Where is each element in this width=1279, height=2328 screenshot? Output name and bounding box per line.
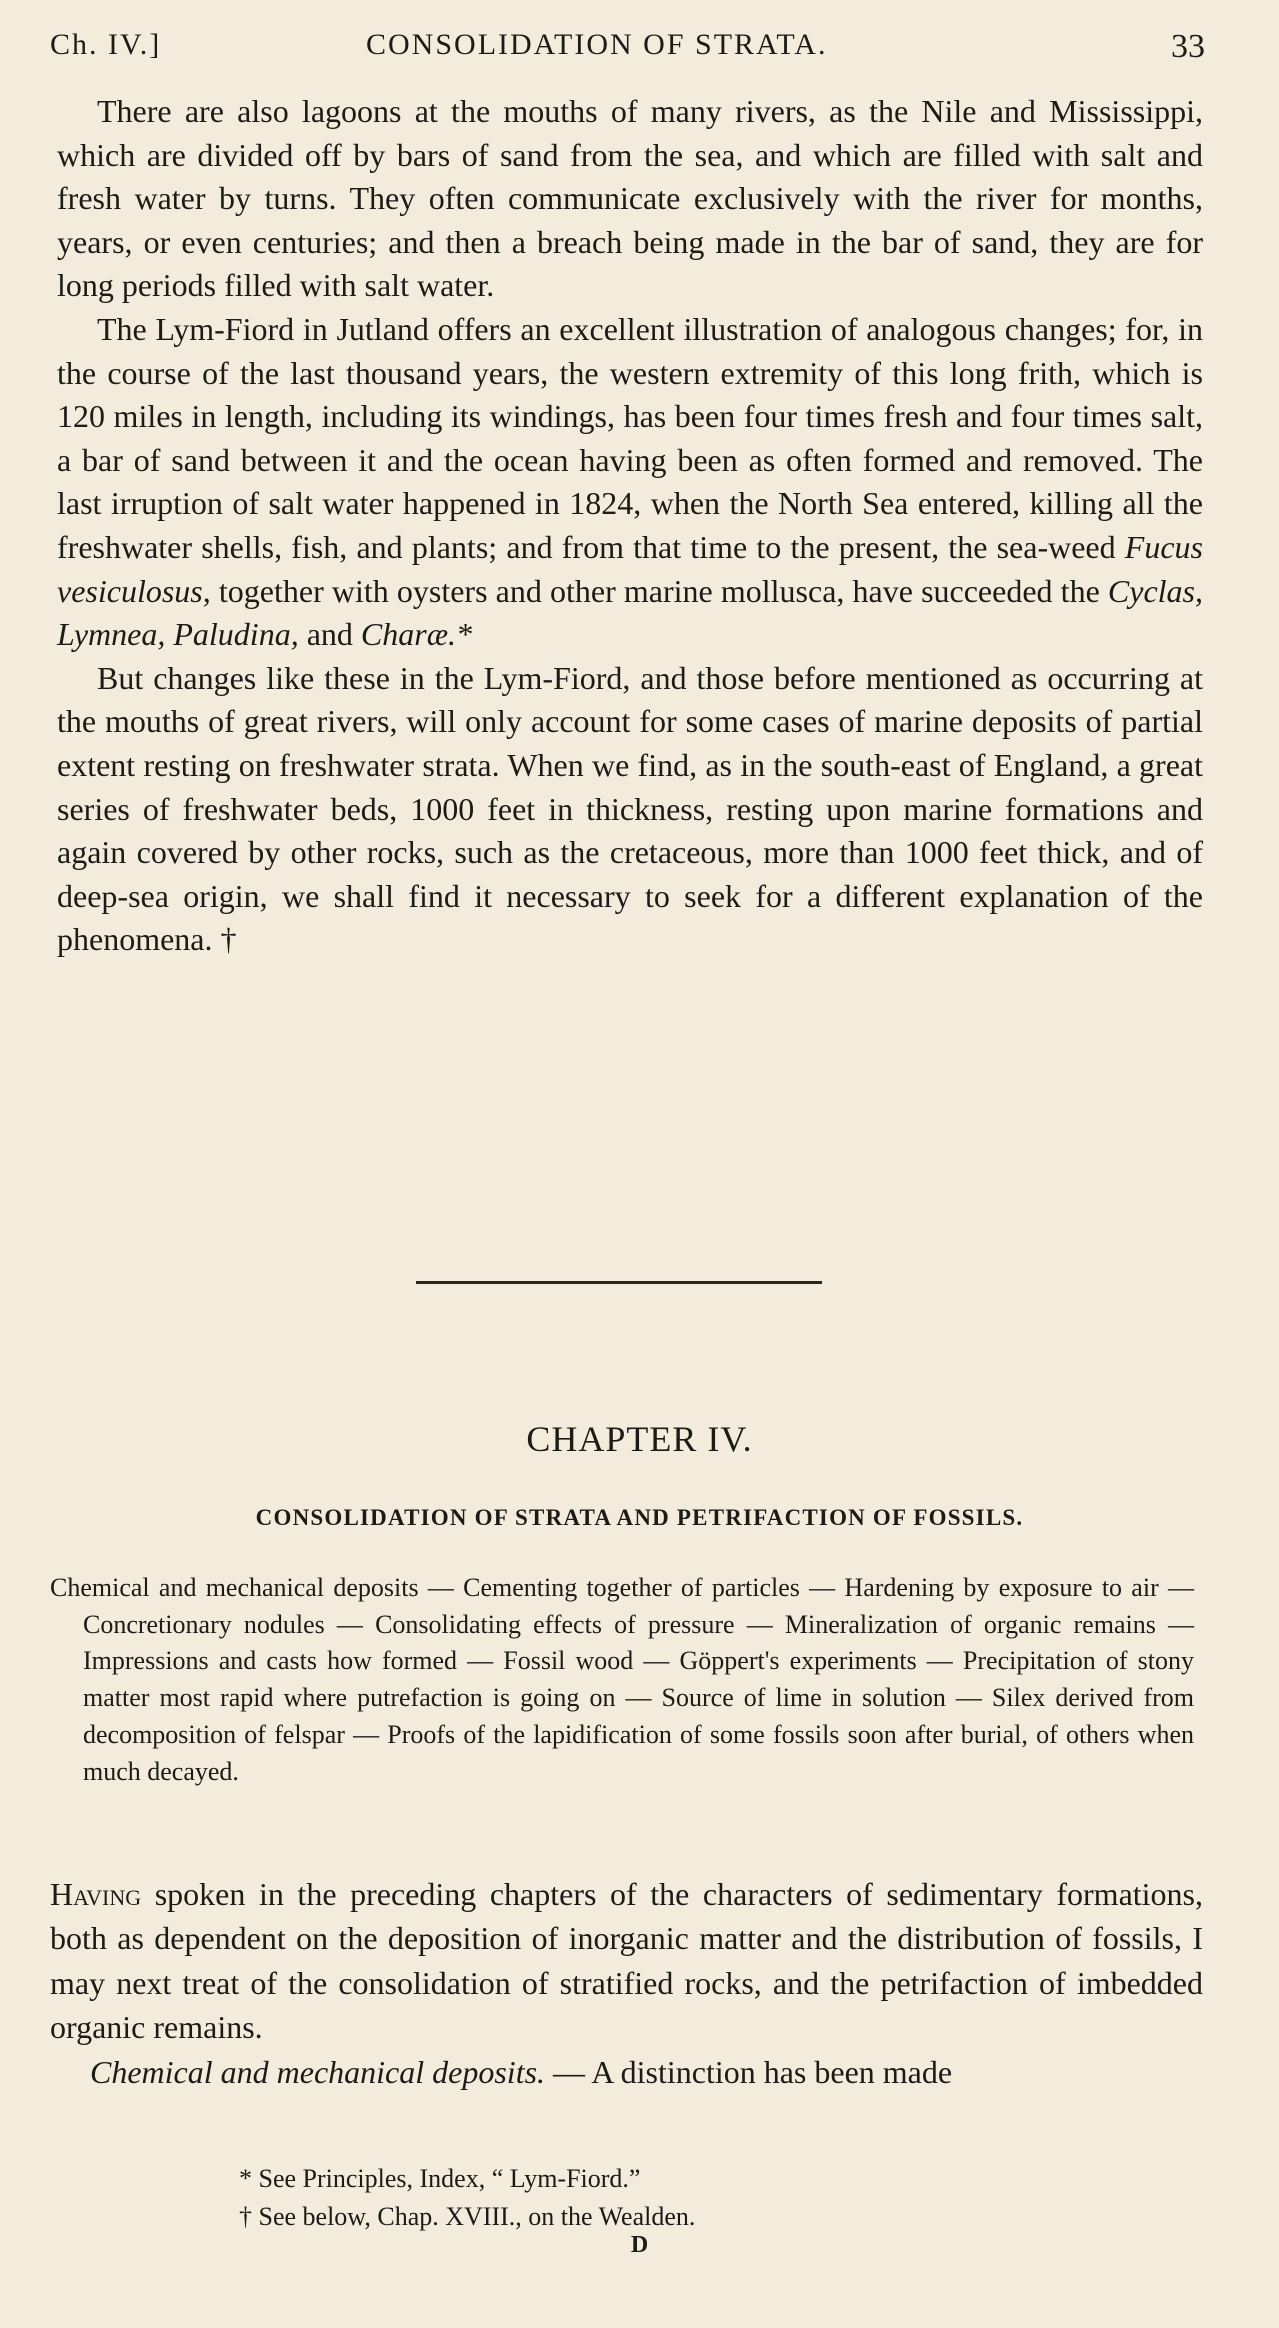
running-title: CONSOLIDATION OF STRATA.: [366, 28, 828, 61]
paragraph-lym-fiord: [57, 308, 1203, 657]
species-name: Paludina,: [173, 616, 299, 653]
species-name: Charæ.*: [360, 616, 473, 653]
paragraph-changes: But changes like these in the Lym-Fiord, and those before mentioned as occurring at the mouths of great rivers, will only account for some cases of marine deposits of partial extent resting on freshwater strata. When we find, as in the south-east of England, a great series of freshwater beds, 1000 feet in thickness, resting upon marine formations and again covered by other rocks, such as the cretaceous, more than 1000 feet thick, and of deep-sea origin, we shall find it necessary to seek for a different explanation of the phenomena. †: [57, 659, 1203, 958]
paragraph-lagoons: There are also lagoons at the mouths of many rivers, as the Nile and Mississippi, which are divided off by bars of sand from the sea, and which are filled with salt and fresh water by turns. They often communicate exclusively with the river for months, years, or even centuries; and then a breach being made in the bar of sand, they are for long periods filled with salt water.: [57, 93, 1203, 304]
chapter-synopsis: [50, 1570, 1194, 1790]
chapter-title: CHAPTER IV.: [526, 1419, 753, 1459]
paragraph-opening: [50, 1872, 1203, 2050]
chapter-text: [50, 1872, 1203, 2094]
paragraph-deposits: [50, 2050, 1203, 2094]
running-head: [50, 28, 1205, 72]
continued-text: [57, 90, 1203, 962]
text-run: — A distinction has been made: [545, 2053, 953, 2090]
text-run: The Lym-Fiord in Jutland offers an excellent illustration of analogous changes; for, in the course of the last thousand years, the western extremity of this long frith, which is 120 miles in length, including its windings, has been four times fresh and four times salt, a bar of sand between it and the ocean having been as often formed and removed. The last irruption of salt water happened in 1824, when the North Sea entered, killing all the freshwater shells, fish, and plants; and from that time to the present, the sea-weed: [57, 310, 1203, 565]
species-name: Lymnea,: [57, 616, 166, 653]
text-run: spoken in the preceding chapters of the characters of sedimentary formations, both as dependent on the deposition of inorganic matter and the distribution of fossils, I may next treat of the consolidation of stratified rocks, and the petrifaction of imbedded organic remains.: [50, 1876, 1203, 2046]
section-divider: [416, 1281, 822, 1284]
species-name: Cyclas,: [1107, 572, 1203, 609]
footnote: † See below, Chap. XVIII., on the Wealden.: [239, 2202, 696, 2231]
page-number: 33: [1171, 28, 1205, 65]
chapter-subtitle: CONSOLIDATION OF STRATA AND PETRIFACTION OF FOSSILS.: [255, 1505, 1024, 1530]
text-run: together with oysters and other marine mollusca, have succeeded the: [210, 572, 1108, 609]
footnotes: [239, 2160, 1139, 2236]
text-run: and: [298, 616, 361, 653]
footnote: * See Principles, Index, “ Lym-Fiord.”: [239, 2164, 641, 2193]
section-heading: Chemical and mechanical deposits.: [90, 2053, 546, 2090]
small-caps-lead: Having: [50, 1876, 142, 1912]
species-name: Fucus vesiculosus,: [57, 528, 1203, 609]
signature-mark: D: [630, 2232, 649, 2258]
synopsis-text: Chemical and mechanical deposits — Cementing together of particles — Hardening by exposure to air — Concretionary nodules — Consolidating effects of pressure — Mineralization of organic remains — Impressions and casts how formed — Fossil wood — Göppert's experiments — Precipitation of stony matter most rapid where putrefaction is going on — Source of lime in solution — Silex derived from decomposition of felspar — Proofs of the lapidification of some fossils soon after burial, of others when much decayed.: [50, 1573, 1194, 1786]
chapter-reference: Ch. IV.]: [50, 28, 162, 61]
